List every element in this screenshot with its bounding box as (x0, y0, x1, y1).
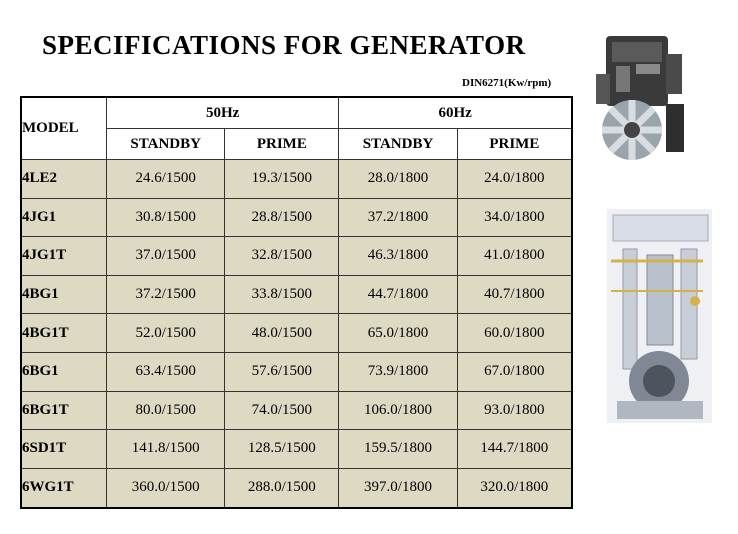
value-cell-prime-50: 33.8/1500 (225, 275, 339, 314)
value-cell-prime-50: 288.0/1500 (225, 468, 339, 508)
spec-table (20, 96, 573, 509)
sub-header-standby-50: STANDBY (107, 129, 225, 160)
value-cell-standby-60: 37.2/1800 (339, 198, 457, 237)
value-cell-standby-60: 65.0/1800 (339, 314, 457, 353)
model-name-cell: 4BG1 (21, 275, 107, 314)
value-cell-prime-60: 320.0/1800 (457, 468, 572, 508)
value-cell-prime-60: 60.0/1800 (457, 314, 572, 353)
engine-photo-icon (596, 34, 688, 164)
value-cell-standby-50: 37.0/1500 (107, 237, 225, 276)
model-name-cell: 6WG1T (21, 468, 107, 508)
value-cell-prime-60: 40.7/1800 (457, 275, 572, 314)
table-row (21, 391, 572, 430)
value-cell-standby-50: 52.0/1500 (107, 314, 225, 353)
value-cell-standby-60: 159.5/1800 (339, 430, 457, 469)
model-name-cell: 6SD1T (21, 430, 107, 469)
value-cell-prime-50: 48.0/1500 (225, 314, 339, 353)
value-cell-prime-50: 74.0/1500 (225, 391, 339, 430)
table-row (21, 352, 572, 391)
table-row (21, 160, 572, 199)
sub-header-prime-50: PRIME (225, 129, 339, 160)
value-cell-prime-50: 57.6/1500 (225, 352, 339, 391)
value-cell-standby-50: 360.0/1500 (107, 468, 225, 508)
model-name-cell: 6BG1T (21, 391, 107, 430)
value-cell-prime-60: 67.0/1800 (457, 352, 572, 391)
value-cell-standby-60: 28.0/1800 (339, 160, 457, 199)
sub-header-standby-60: STANDBY (339, 129, 457, 160)
value-cell-prime-50: 128.5/1500 (225, 430, 339, 469)
table-row (21, 314, 572, 353)
value-cell-prime-60: 41.0/1800 (457, 237, 572, 276)
value-cell-standby-60: 44.7/1800 (339, 275, 457, 314)
freq-header-60hz: 60Hz (339, 97, 572, 129)
value-cell-prime-50: 32.8/1500 (225, 237, 339, 276)
model-header: MODEL (21, 97, 107, 160)
spec-table-body (21, 160, 572, 509)
sub-header-prime-60: PRIME (457, 129, 572, 160)
table-row (21, 430, 572, 469)
model-name-cell: 6BG1 (21, 352, 107, 391)
value-cell-standby-50: 24.6/1500 (107, 160, 225, 199)
value-cell-standby-60: 46.3/1800 (339, 237, 457, 276)
value-cell-prime-60: 34.0/1800 (457, 198, 572, 237)
value-cell-prime-60: 24.0/1800 (457, 160, 572, 199)
table-row (21, 468, 572, 508)
value-cell-standby-50: 30.8/1500 (107, 198, 225, 237)
value-cell-standby-60: 397.0/1800 (339, 468, 457, 508)
table-row (21, 275, 572, 314)
value-cell-standby-60: 106.0/1800 (339, 391, 457, 430)
model-name-cell: 4LE2 (21, 160, 107, 199)
table-row (21, 198, 572, 237)
table-row (21, 237, 572, 276)
value-cell-prime-50: 28.8/1500 (225, 198, 339, 237)
model-name-cell: 4BG1T (21, 314, 107, 353)
page-title: SPECIFICATIONS FOR GENERATOR (42, 30, 526, 60)
model-name-cell: 4JG1T (21, 237, 107, 276)
value-cell-standby-50: 37.2/1500 (107, 275, 225, 314)
value-cell-prime-60: 93.0/1800 (457, 391, 572, 430)
value-cell-prime-50: 19.3/1500 (225, 160, 339, 199)
value-cell-standby-50: 141.8/1500 (107, 430, 225, 469)
unit-note: DIN6271(Kw/rpm) (462, 77, 552, 89)
engine-cutaway-icon (603, 205, 716, 427)
value-cell-standby-60: 73.9/1800 (339, 352, 457, 391)
freq-header-50hz: 50Hz (107, 97, 339, 129)
value-cell-standby-50: 63.4/1500 (107, 352, 225, 391)
value-cell-prime-60: 144.7/1800 (457, 430, 572, 469)
model-name-cell: 4JG1 (21, 198, 107, 237)
value-cell-standby-50: 80.0/1500 (107, 391, 225, 430)
